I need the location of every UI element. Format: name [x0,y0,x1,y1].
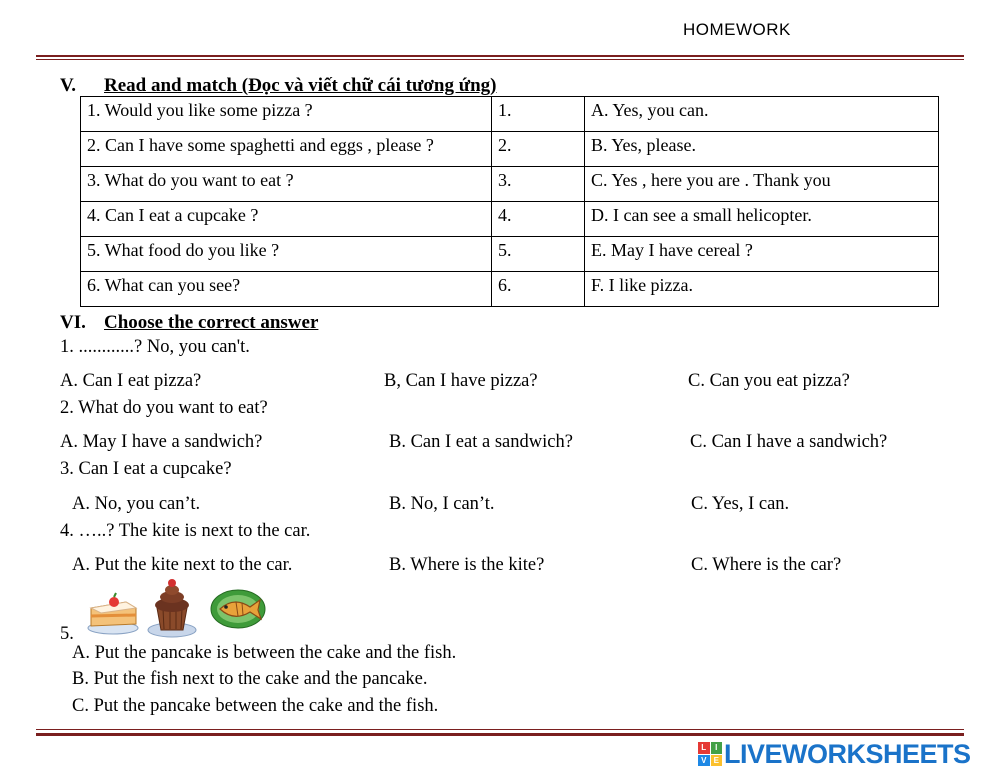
q5-option-a[interactable]: A. Put the pancake is between the cake and the fish. [72,643,457,663]
section-vi-title: Choose the correct answer [104,312,319,333]
question-4: 4. …..? The kite is next to the car. [60,521,311,541]
q2-option-b[interactable]: B. Can I eat a sandwich? [389,432,573,452]
answer-blank-cell[interactable]: 2. [492,132,585,167]
answer-blank-cell[interactable]: 4. [492,202,585,237]
table-row [81,237,939,272]
table-row [81,202,939,237]
q1-option-c[interactable]: C. Can you eat pizza? [688,371,850,391]
section-vi-number: VI. [60,312,86,333]
question-1: 1. ............? No, you can't. [60,337,250,357]
option-cell: C. Yes , here you are . Thank you [585,167,939,202]
table-row [81,132,939,167]
option-cell: F. I like pizza. [585,272,939,307]
answer-blank-cell[interactable]: 5. [492,237,585,272]
section-v-title: Read and match (Đọc và viết chữ cái tương ứng) [104,75,497,96]
question-cell: 5. What food do you like ? [81,237,492,272]
fish-plate-icon [210,588,266,630]
answer-blank-cell[interactable]: 3. [492,167,585,202]
table-row [81,97,939,132]
q5-option-c[interactable]: C. Put the pancake between the cake and the fish. [72,696,439,716]
logo-letter: I [711,742,723,754]
question-2: 2. What do you want to eat? [60,398,268,418]
question-cell: 1. Would you like some pizza ? [81,97,492,132]
header-title: HOMEWORK [683,20,791,39]
table-row [81,272,939,307]
top-divider [36,55,964,60]
q3-option-a[interactable]: A. No, you can’t. [72,494,201,514]
q1-option-a[interactable]: A. Can I eat pizza? [60,371,202,391]
q2-option-a[interactable]: A. May I have a sandwich? [60,432,263,452]
q4-option-c[interactable]: C. Where is the car? [691,555,842,575]
question-cell: 6. What can you see? [81,272,492,307]
section-vi-heading [60,312,318,334]
answer-blank-cell[interactable]: 6. [492,272,585,307]
question-3: 3. Can I eat a cupcake? [60,459,232,479]
q2-option-c[interactable]: C. Can I have a sandwich? [690,432,888,452]
option-cell: D. I can see a small helicopter. [585,202,939,237]
q1-option-b[interactable]: B, Can I have pizza? [384,371,538,391]
option-cell: E. May I have cereal ? [585,237,939,272]
answer-blank-cell[interactable]: 1. [492,97,585,132]
option-cell: B. Yes, please. [585,132,939,167]
bottom-divider [36,729,964,736]
q3-option-c[interactable]: C. Yes, I can. [691,494,790,514]
logo-letter: L [698,742,710,754]
cake-icon [86,588,140,636]
q5-option-b[interactable]: B. Put the fish next to the cake and the pancake. [72,669,428,689]
q3-option-b[interactable]: B. No, I can’t. [389,494,495,514]
section-v-number: V. [60,75,77,96]
q4-option-b[interactable]: B. Where is the kite? [389,555,545,575]
question-cell: 3. What do you want to eat ? [81,167,492,202]
question-cell: 2. Can I have some spaghetti and eggs , please ? [81,132,492,167]
logo-text: LIVEWORKSHEETS [724,738,971,769]
option-cell: A. Yes, you can. [585,97,939,132]
liveworksheets-logo[interactable] [698,739,971,769]
question-cell: 4. Can I eat a cupcake ? [81,202,492,237]
q4-option-a[interactable]: A. Put the kite next to the car. [72,555,293,575]
match-table [80,96,939,307]
question-5: 5. [60,624,74,644]
cupcake-icon [146,578,198,638]
table-row [81,167,939,202]
section-v-heading [60,75,497,97]
logo-letter: V [698,755,710,767]
logo-grid-icon [698,742,722,766]
logo-letter: E [711,755,723,767]
